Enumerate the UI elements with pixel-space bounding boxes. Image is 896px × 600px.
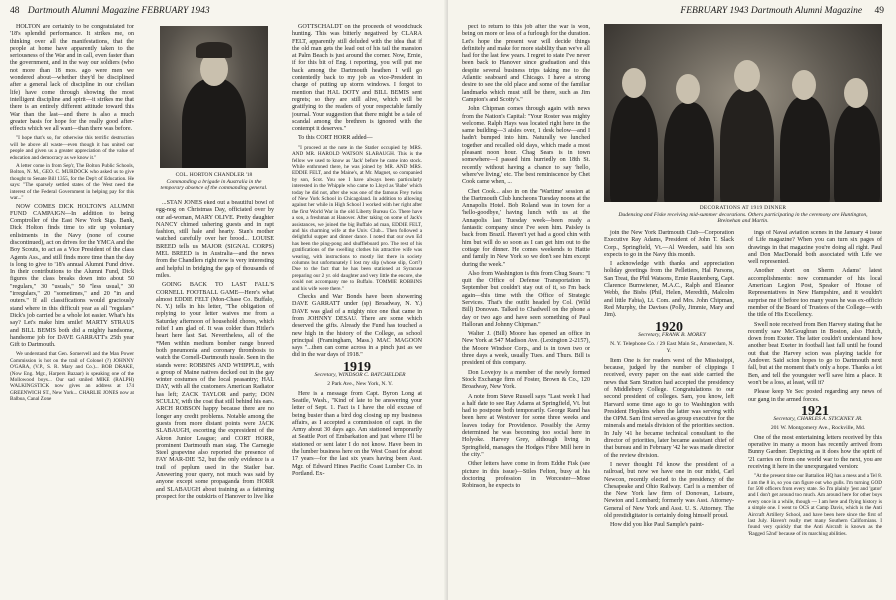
right-page [448, 0, 896, 600]
right-column-1 [462, 24, 590, 594]
paragraph: join the New York Dartmouth Club—Corporation Executive Ray Adams, President of John T. Slack Corp., Springfield, Vt.—Al Weeden, said his son expects to go in the Navy this month. [604, 230, 734, 258]
right-page-number: 49 [874, 6, 884, 16]
paragraph: ings of Naval aviation scenes in the January 4 issue of Life magazine? When you can turn six pages of drawings in that magazine you're doing all right. Paul and Don MacDonald both associated with Life we well represented. [748, 230, 882, 266]
right-photo-caption [608, 205, 878, 225]
paragraph: "At the present time our Battalion HQ has a mess and a Tel 8. I am the 8 in, so you can figure out who gulls. I'm turning GOD for 500 officers from every state. So I'm plainly 'jest and 'gator' and I don't get around too much. Am around here for other boys every once in a while, though — I am here and flying history is a simple one. I went to OCS at Camp Davis, which is the Anti Aircraft Artillery School, and have been here since the first of last July. Haven't really met many Southern Californians. I found very quickly that the Anti Aircraft is known as the 'Ragged 52nd' because of its marching abilities. [748, 473, 882, 537]
class-secretary: Secretary, CHARLES A. STICKNEY JR. [773, 416, 863, 423]
paragraph: ...STAN JONES eked out a beautiful bowl of egg-nog on Christmas Day, officiated over by our ad-woman, MARY OLIVE. Pretty daughter NANCY chimed ushering guests and in rapt fashion, still hale and hearty. Stan's mother watched carefully over her brood... LOUISE BREED tells us MAJOR (SIGNAL CORPS) MEL BREED is in Australia—and the news from the Chandlers right now is very interesting and helpful in bridging the gap of thousands of miles. [156, 200, 274, 279]
left-column-1 [10, 24, 134, 594]
right-running-head [680, 6, 884, 16]
paragraph: I acknowledge with thanks and appreciation holiday greetings from the Pelletiers, Hal Parsons, San Treat, the Phil Watsons, Ernie Rautenberg, Capt. Clarence Burnwiener, M.A.C., Ralph and Eleanor Webb, the Bisbs (Phil, Helen, Meredith, Malcolm and little Fabia), Lt. Com. and Mrs. John Chipman, Red Murphy, the Davises (Polly, Jimmie, Mary and Jim). [604, 261, 734, 319]
colonel-portrait-photo [160, 26, 268, 168]
right-running-title: FEBRUARY 1943 Dartmouth Alumni Magazine [680, 6, 863, 16]
paragraph: How did you like Paul Sample's paint- [610, 522, 704, 529]
paragraph: pect to return to this job after the war is won, being on more or less of a furlough for the duration. Let's hope the present war will decide things definitely and make for more stability than we've all had for the last few years. I regret to state I've never been back to Hanover since graduation and this despite several business trips taking me to the Atlantic seaboard and Chicago. I have a strong desire to see the old place and some of the familiar landmarks which must still be there, such as Jim Campion's and Scotty's." [462, 24, 590, 103]
paragraph: Also from Washington is this from Chug Sears: "I quit the Office of Defense Transportation in September but couldn't stay out of it, so I'm back again—this time with the Office of Strategic Services. That's the outfit headed by Col. (Wild Bill) Donovan. Talked to Chadwell on the phone a day or two ago and have seen something of Paul Halloran and Johnny Chipman." [462, 270, 590, 328]
class-heading-1919 [292, 359, 422, 375]
paragraph: Chet Cook... also in on the 'Wartime' session at the Dartmouth Club luncheons Tuesday noons at the Annapolis Hotel. Bob Roland was in town for a 'hello-goodbye,' having lunch with us at the Annapolis last Tuesday week—been ready a fantastic company since I've seen him. Paisley is back from Brazil. Haven't yet had a good chin with him but will do so soon as I can get him out to the cottage for dinner. He comes weekends to Hattie and family in New York so we don't see him except during the week." [462, 188, 590, 268]
paragraph: To this CORT HORR added— [298, 135, 373, 142]
paragraph: HOLTON are certainly to be congratulated for '18's splendid performance. It strikes me, on thinking over all the manifestations, that the people at home have apparently taken to the seriousness of the War and in call, even faster than the government, and in the way our soldiers (who not more than 18 mos. ago were men we wondered about—whether they'd be disciplined after a general lack of discipline in our civilian life) have come through showing the most intelligent discipline and spirit—it strikes me that there is an entirely different attitude toward this War than the last—and there is also a much greater basis for hope for the really good after-effects which we all want—than there was before. [10, 24, 134, 133]
paragraph: "I hope that's so, for otherwise this terrific destruction will be above all waste—even though it has united our people and given us a greater appreciation of the value of education and democracy as we know it." [10, 135, 134, 161]
paragraph: NOW COMES DICK HOLTON'S ALUMNI FUND CAMPAIGN—In addition to being Comptroller of the East New York Sigs. Bank, Dick Holton finds time to stir up voluntary enlistments in the Navy (none of course discontinued), act on drives for the YMCA and the Boy Scouts, to act as a Vice President of the class Agents Ass., and still finds more time than the day is long to give to '18's annual Alumni Fund drive. In their contributions to the Alumni Fund, Dick figures the class breaks down into about 50 "regulars," 30 "usuals," 50 "less usual," 30 "irregulars," 20 "sometimes," and 20 "in and outers." If all classifications would graciously stand where in this difficult year as all "regulars" Dick's job carried be a whole lot easier. What's his say? Let's make him smile! MARTY STRAUS and BILL BEMIS both did a mighty handsome, handsome job for DAVE GARRATT's 25th year Gift to Dartmouth. [10, 203, 134, 349]
caption-name: COL. HORTON CHANDLER '18 [175, 172, 253, 178]
class-year: 1920 [655, 319, 683, 335]
class-heading-1921 [748, 403, 882, 419]
paragraph: GOING BACK TO LAST FALL'S CORNELL FOOTBALL GAME—Here's what almost EDDIE FELT (Mon-Chase Co. Buffalo, N. Y.) tells in his letter, "The obligation of replying to your letter waives me from a Saturday afternoon of household chores, which relief I am glad of. It was colder than Hitler's heart here last Sat. Nevertheless, all of the *Men within medium bomber range braved both pneumonia and coronary thrombosis to watch the Cornell-Dartmouth tussle. Seen in the stands were: ROBBINS AND WHIPPLE, with a group of Maine natives decked out in the gay winter costumes of the local peasantry; HAL DAY, with all the customers American Radiator has left; ZACK TAYLOR and party; DON SCULLY, with the coat that still behind his ears. ARCH ROBSON happy because there are no longer any credit problems. Notable among the guests from more distant points were JACK SLABAUGH, escorting the expresident of the Akron Junior League; and CORT HORR, prominent Dartmouth man stag. The Carnegie Steel grapevine also reported the presence of FAY MAR-DIE '52, but the only evidence is a trail of peplum used in the Statler bar. Answering your query, not much was said by anyone except some propaganda from HORR and SLABAUGH about training as a fattening prospect for the outskirts of Hanover to live like [156, 282, 274, 500]
paragraph: Checks and War Bonds have been showering DAVE GARRATT under (sp) Broadway, N. Y.) DAVE was glad of a mighty nice one that came in from JOHNNY DESAU. There are some which deserved the gifts. Already the Fund has touched a new high in the history of the College, as school principal (Framingham, Mass.) MAC MAGOON says "...then can come across in a pinch just as we did in the war days of 1918." [292, 294, 422, 359]
paragraph: We understand that Gen. Somervell and the Man Power Commission is hot on the trail of Colonel (?) JOHNNY O'GARA, (V.P., S. R. Mary and Co.)... BOB DRAKE, (Now Eng. Mgr., Harpers Bazaar) is speaking one of the Mollowood boys... Our sad smiled MIKE (RALPH) WALKINGSTICK now gives an address at 174 GREENWICH ST., New York... CHARLIE JONES now at Balboa, Canal Zone [10, 351, 134, 403]
caption-title: DECORATIONS AT 1919 DINNER [699, 205, 787, 211]
class-address: N. Y. Telephone Co. / 29 East Main St., Amsterdam, N. Y. [610, 341, 734, 355]
paragraph: Item One is for readers west of the Mississippi, because, judged by the number of clippings I received, every paper on the east side carried the news that Sam Stratton had accepted the presidency of Middlebury College. Congratulations to our second president of colleges. Sam, you know, left Harvard some time ago to go to Washington with President Hopkins when the latter was serving with the OPM. Sam first served as group executive for the minerals and metals division of the priorities section. In July '41 he became technical consultant to the director of priorities, later became assistant chief of that bureau and in February '42 he was made director of the review division. [604, 357, 734, 459]
paragraph: Don Lovejoy is a member of the newly formed Stock Exchange firm of Foster, Brown & Co., 120 Broadway, New York. [462, 369, 590, 391]
left-running-head [10, 6, 210, 16]
paragraph: One of the most entertaining letters received by this operative in many a moon has recently arrived from Bunny Gardner. Depicting as it does how the spirit of '21 carries on from one world war to the next, you are receiving it here in the unexpurgated version: [748, 434, 882, 470]
caption-text: Dudensing and Fiske receiving mid-summer decorations. Others participating in the ceremony are Huntington, Breinehan and Martin. [618, 211, 868, 225]
dinner-group-photo [604, 24, 882, 202]
paragraph: A note from Steve Russell says "Last week I had a half date to see Ray Adams at Springfield, Vt. but had to postpone both temporarily. George Rand has been here at Westover for some three weeks and leaves today for Providence. Possibly the Army determined he was becoming too social here in Holyoke. Harvey Grey, although living in Springfield, manages the Hodges Fibre Mill here in the city." [462, 393, 590, 458]
left-column-2 [156, 200, 274, 594]
left-running-title: Dartmouth Alumni Magazine FEBRUARY 1943 [27, 6, 210, 16]
class-year: 1919 [343, 359, 371, 375]
left-photo-caption [156, 172, 272, 192]
class-address: 2 Park Ave., New York, N. Y. [327, 381, 393, 388]
right-column-2 [604, 230, 734, 594]
paragraph: John Chipman comes through again with news from the Nation's Capital: "Your Roster was mighty welcome. Ralph Hays was located right here in the same building—3 aisles over, 1 desk below—and I hadn't bumped into him. Naturally we lunched together and recalled old days, which made a most pleasant noon hour. Chag Sears is in town somewhere—I passed him hurriedly on 18th St. recently without having a chance to say 'hello, where've living,' etc. The best reminiscence by Chet Cook came when, ... [462, 106, 590, 186]
paragraph: Swell note received from Ben Harvey stating that he recently saw McGoughran in Boston, also Hutch, down from Exeter. The latter couldn't understand how another beat Exeter in football last fall until he found out that the Harvey scion was playing tackle for Andover. Said scion hopes to go to Dartmouth next fall, but at the moment that's only a hope. Thanks a lot Ben, and tell the youngster we'll save him a place. It won't be a loss, at least, will it? [748, 321, 882, 386]
class-year: 1921 [801, 403, 829, 419]
paragraph: Please keep Ye Sec posted regarding any news of our gang in the armed forces. [748, 389, 882, 403]
class-address: 201 W. Montgomery Ave., Rockville, Md. [770, 425, 866, 432]
paragraph: Another short on Sherm Adams' latest accomplishments: now commander of his local American Legion Post, Speaker of House of Representatives in New Hampshire, and it wouldn't surprise me if before too many years he was ex-officio member of the Board of Trustees of the College—with the title of His Excellency. [748, 268, 882, 319]
paragraph: Here is a message from Capt. Byron Long at Seattle, Wash., "Kind of late to be answering your letter of Sept. 1. Fact is I have the old excuse of being busier than a bird dog closing up my business affairs, as I accepted a commission of capt. in the Army about 30 days ago. Am stationed temporarily at Seattle Port of Embarkation and just where I'll be stationed or sent later I do not know. Have been in the lumber business here on the West Coast for about 17 years—for the last six years having been Asst. Mgr. of Edward Hines Pacific Coast Lumber Co. in Portland. Ex- [292, 390, 422, 477]
paragraph: A letter come in from Sep'r, The Bolton Public Schools, Bolton, N. M., GEO. C. MURDOCK who asked us to give thought to Senate Bill 1355, for the Dep't of Education. He says: "The sparsely settled states of the West need the interest of the Federal Government in helping pay for this war..." [10, 163, 134, 202]
paragraph: I never thought I'd know the president of a railroad, but now we have one in our midst, Carl Newcon, recently elected to the presidency of the Chesapeake and Ohio Railway. Carl is a member of the New York law firm of Donovan, Leisure, Newton and Lombard; formerly was Asst. Attorney-General of New York and Asst. U. S. Attorney. The old prestidigitator is certainly doing himself proud. [604, 461, 734, 519]
class-secretary: Secretary, FRANK B. MOREY [638, 331, 706, 338]
paragraph: GOTTSCHALDT on the proceeds of woodchuck hunting. This was bitterly negatived by CLARA FELT, apparently still deluded with the idea that if the old man gets the lead out of his tail the mansion at Palm Beach is just around the corner. Now, Ernie, if for this bit of Eng. i reporting, you will put me back among the Dartmouth heathen I will go contentedly back to my job as vice-President in charge of putting up storm windows. I forgot to mention that HAL DOTY and BILL BEMIS sent regrets; so they are still alive, which will be gratifying to the readers of your respectable family journal. Your suggestion that there might be a tale of scandal among the brethren is ignored with the contempt it deserves." [292, 24, 422, 133]
left-page-number: 48 [10, 6, 20, 16]
caption-text: Commanding a brigade in Australia in the temporary absence of the commanding general. [160, 178, 268, 192]
paragraph: Other letters have come in from Eddie Fisk (see picture in this issue)—Stiles Felton, busy at his doctoring profession in Worcester—Mose Robinson, he expects to [462, 461, 590, 490]
right-column-3 [748, 230, 882, 594]
paragraph: "I proceed at the note in the Statler occupied by MRS. AND MR. HAROLD WATSON SLABAUGH. This is the fellow we used to know as 'Jack' before he came into stock. While enthroned there, he was joined by MR. AND MRS. EDDIE FELT, and the Maine's, at Mr. Magnet, so companied by son, Scot. You see I have always been particularly interested in the Whipple who came to Lloyd as 'Babe' which today he did not, after she was one of the famous Frey twins of New York School in Chicagoland. In addition to allowing against her while in High School I worked with her right after the first World War in the old Liberty Bureau Co. There have a son, a freshman at Hanover. After taking on some of Jack's assistances, we joined the big Buffalo ad man, EDDIE FELT, and his charming wife at the Univ. Club... Then followed a delightful supper and dinner dance. I noted that our own Ed has been the ping-pong and shuffleboard pro. The rest of his gratifications of the swelling clothes his attractive wife was wearing, with instructions to mostly list there in society columns but unfortunately I lost my slip (whose slip, Cort?) Due to the fact that he has been stationed at Syracuse preparing our 2 yr. old daughter and very little the encore, she could not accompany me to Buffalo. TOMMIE ROBBINS and his wife were there." [292, 144, 422, 292]
class-secretary: Secretary, WINDSOR C. BATCHELDER [314, 372, 406, 379]
paragraph: Walter J. (Bill) Moore has opened an office in New York at 547 Madison Ave. (Lexington 2-2157), the Moore Windsor Corp., and is in town two or three days a week, usually Tues. and Thurs. Bill is president of this company. [462, 331, 590, 367]
left-column-3 [292, 24, 422, 594]
